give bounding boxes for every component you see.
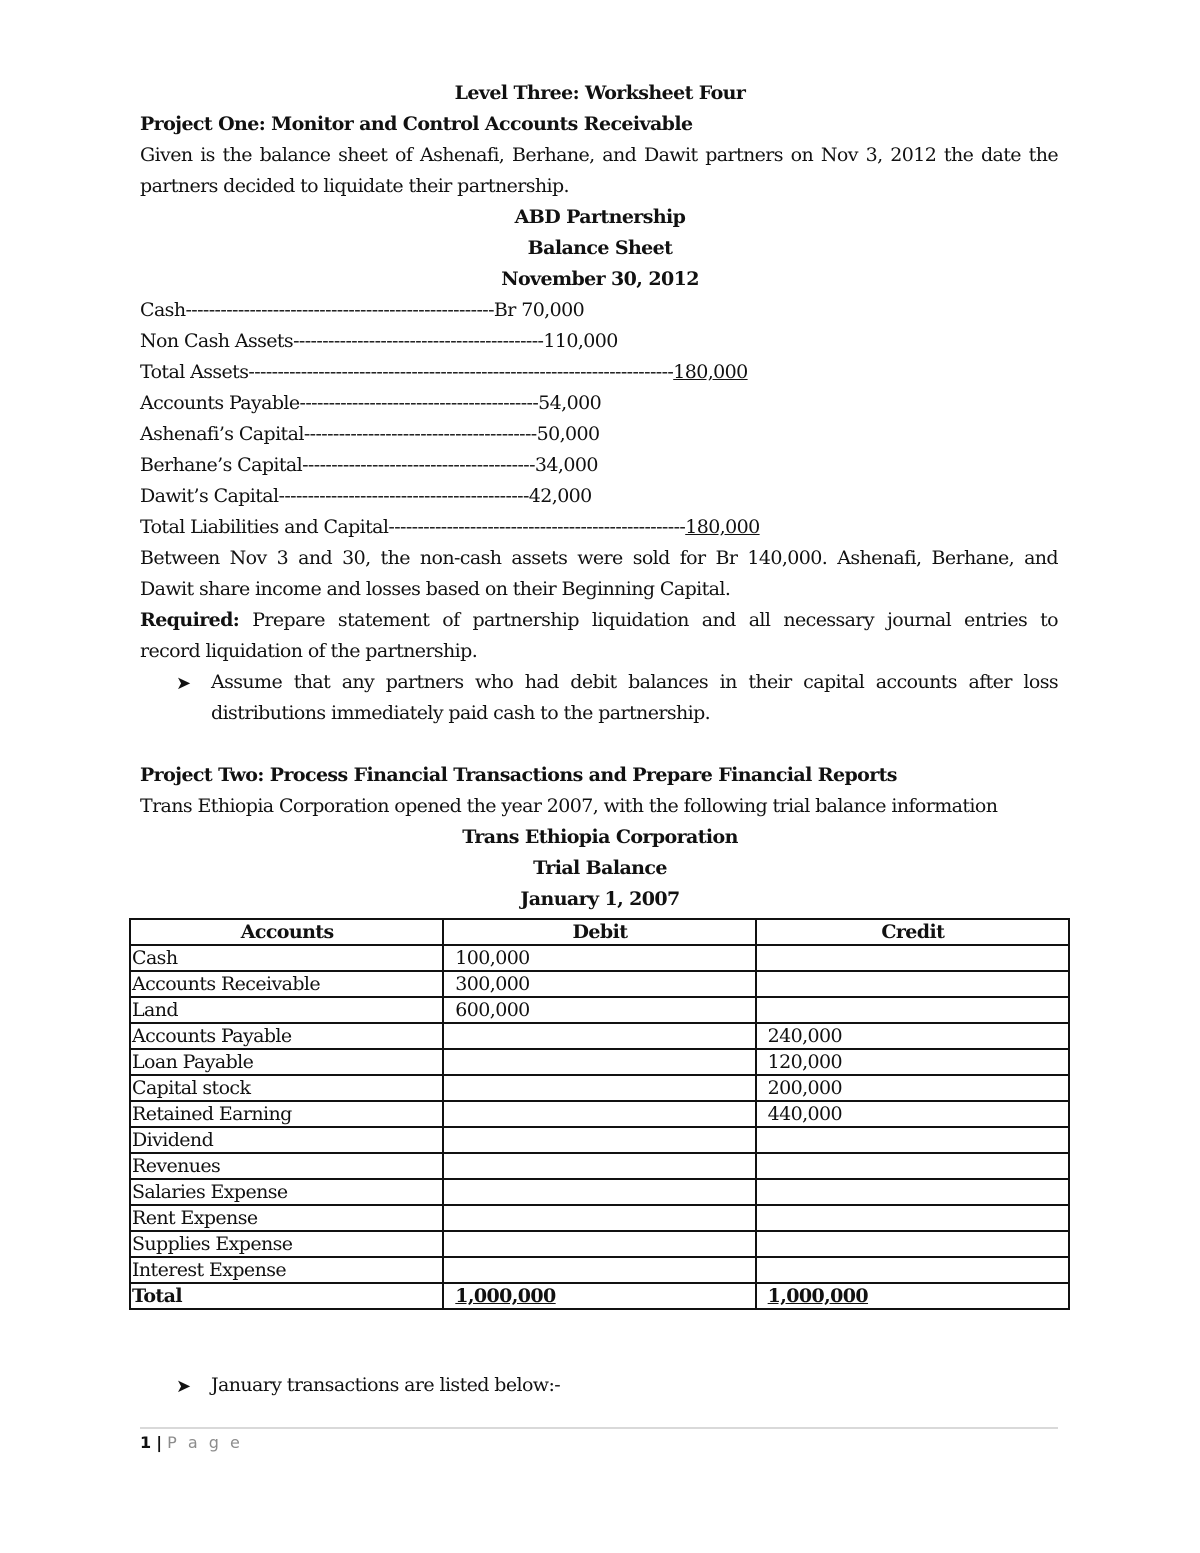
table-row [130, 1023, 1069, 1049]
account-cell: Rent Expense [130, 1205, 443, 1231]
bs-label: Dawit’s Capital [140, 485, 279, 507]
bs-label: Total Assets [140, 361, 249, 383]
total-label-cell: Total [130, 1283, 443, 1309]
bs-line [140, 516, 760, 538]
bs-amount: 42,000 [528, 485, 592, 507]
bs-label: Total Liabilities and Capital [140, 516, 389, 538]
table-row [130, 1101, 1069, 1127]
column-header: Accounts [130, 919, 443, 945]
bullet-line-2: distributions immediately paid cash to the partnership. [211, 702, 711, 724]
bs-dashes: ------------------------------------------- [278, 485, 529, 507]
credit-cell [756, 1153, 1069, 1179]
bullet-line-1: Assume that any partners who had debit balances in their capital accounts after loss [211, 671, 1058, 693]
bs-dashes: ------------------------------------------------------------------------- [248, 361, 674, 383]
statement-date: November 30, 2012 [501, 268, 699, 290]
page-footer [140, 1433, 243, 1452]
bs-dashes: ---------------------------------------- [302, 454, 535, 476]
required-line-1 [140, 609, 1058, 631]
account-cell: Accounts Receivable [130, 971, 443, 997]
table-row [130, 945, 1069, 971]
bs-amount: 180,000 [673, 361, 748, 383]
bs-line [140, 423, 600, 445]
credit-cell [756, 1205, 1069, 1231]
total-debit-cell: 1,000,000 [443, 1283, 755, 1309]
account-cell: Salaries Expense [130, 1179, 443, 1205]
arrowhead-bullet-icon: ➤ [176, 1376, 192, 1397]
project-two-title: Project Two: Process Financial Transactions and Prepare Financial Reports [140, 764, 897, 786]
credit-cell [756, 971, 1069, 997]
required-line-2: record liquidation of the partnership. [140, 640, 478, 662]
bs-line [140, 392, 601, 414]
credit-cell [756, 1231, 1069, 1257]
para-line-2: Dawit share income and losses based on their Beginning Capital. [140, 578, 731, 600]
required-label: Required: [140, 609, 240, 631]
account-cell: Land [130, 997, 443, 1023]
bs-label: Berhane’s Capital [140, 454, 303, 476]
bs-line [140, 485, 592, 507]
bs-dashes: ------------------------------------------- [293, 330, 544, 352]
account-cell: Loan Payable [130, 1049, 443, 1075]
debit-cell [443, 1101, 755, 1127]
debit-cell: 100,000 [443, 945, 755, 971]
required-text: Prepare statement of partnership liquidation and all necessary journal entries to [252, 609, 1058, 631]
account-cell: Cash [130, 945, 443, 971]
project-two-intro: Trans Ethiopia Corporation opened the year 2007, with the following trial balance information [140, 795, 998, 817]
bs-amount: 110,000 [543, 330, 618, 352]
debit-cell [443, 1049, 755, 1075]
debit-cell [443, 1179, 755, 1205]
table-header-row [130, 919, 1069, 945]
table-row [130, 1153, 1069, 1179]
table-row [130, 1231, 1069, 1257]
january-bullet-text: January transactions are listed below:- [211, 1374, 561, 1396]
table-row [130, 1205, 1069, 1231]
intro-line-1: Given is the balance sheet of Ashenafi, Berhane, and Dawit partners on Nov 3, 2012 the date the [140, 144, 1058, 166]
bs-amount: 34,000 [534, 454, 598, 476]
account-cell: Dividend [130, 1127, 443, 1153]
statement-subtitle: Balance Sheet [527, 237, 673, 259]
footer-separator: | [156, 1433, 163, 1452]
table-row [130, 1075, 1069, 1101]
debit-cell [443, 1153, 755, 1179]
credit-cell [756, 945, 1069, 971]
credit-cell [756, 1257, 1069, 1283]
bs-amount: 54,000 [538, 392, 602, 414]
trial-balance-table [129, 918, 1070, 1310]
intro-line-2: partners decided to liquidate their partnership. [140, 175, 570, 197]
account-cell: Supplies Expense [130, 1231, 443, 1257]
column-header: Credit [756, 919, 1069, 945]
debit-cell [443, 1205, 755, 1231]
tb-date: January 1, 2007 [520, 888, 680, 910]
credit-cell [756, 1179, 1069, 1205]
table-row [130, 1257, 1069, 1283]
debit-cell [443, 1127, 755, 1153]
bs-label: Accounts Payable [140, 392, 300, 414]
bs-label: Cash [140, 299, 186, 321]
bs-line [140, 299, 584, 321]
bs-dashes: ----------------------------------------- [299, 392, 539, 414]
table-row [130, 1049, 1069, 1075]
bs-label: Non Cash Assets [140, 330, 294, 352]
account-cell: Interest Expense [130, 1257, 443, 1283]
para-line-1: Between Nov 3 and 30, the non-cash assets were sold for Br 140,000. Ashenafi, Berhane, and [140, 547, 1058, 569]
bs-line [140, 361, 748, 383]
bs-amount: Br 70,000 [493, 299, 585, 321]
footer-divider [140, 1427, 1058, 1429]
credit-cell: 120,000 [756, 1049, 1069, 1075]
account-cell: Capital stock [130, 1075, 443, 1101]
credit-cell: 240,000 [756, 1023, 1069, 1049]
credit-cell [756, 1127, 1069, 1153]
credit-cell: 200,000 [756, 1075, 1069, 1101]
table-row [130, 1179, 1069, 1205]
table-row [130, 997, 1069, 1023]
bs-label: Ashenafi’s Capital [140, 423, 304, 445]
tb-title: Trans Ethiopia Corporation [462, 826, 738, 848]
column-header: Debit [443, 919, 755, 945]
bs-amount: 50,000 [536, 423, 600, 445]
total-row [130, 1283, 1069, 1309]
bs-line [140, 454, 598, 476]
total-credit-cell: 1,000,000 [756, 1283, 1069, 1309]
bs-line [140, 330, 618, 352]
statement-title: ABD Partnership [514, 206, 686, 228]
table-row [130, 1127, 1069, 1153]
debit-cell [443, 1075, 755, 1101]
debit-cell [443, 1257, 755, 1283]
debit-cell [443, 1231, 755, 1257]
credit-cell [756, 997, 1069, 1023]
bs-dashes: --------------------------------------------------- [388, 516, 686, 538]
bs-dashes: ---------------------------------------- [303, 423, 537, 445]
project-one-title: Project One: Monitor and Control Accounts Receivable [140, 113, 693, 135]
arrowhead-bullet-icon: ➤ [176, 673, 192, 694]
account-cell: Revenues [130, 1153, 443, 1179]
account-cell: Accounts Payable [130, 1023, 443, 1049]
page-label: P a g e [167, 1433, 243, 1452]
bs-dashes: ----------------------------------------------------- [185, 299, 494, 321]
debit-cell: 300,000 [443, 971, 755, 997]
page-number: 1 [140, 1433, 152, 1452]
bs-amount: 180,000 [685, 516, 760, 538]
tb-subtitle: Trial Balance [533, 857, 667, 879]
debit-cell [443, 1023, 755, 1049]
page-title: Level Three: Worksheet Four [454, 82, 746, 104]
debit-cell: 600,000 [443, 997, 755, 1023]
table-row [130, 971, 1069, 997]
account-cell: Retained Earning [130, 1101, 443, 1127]
credit-cell: 440,000 [756, 1101, 1069, 1127]
